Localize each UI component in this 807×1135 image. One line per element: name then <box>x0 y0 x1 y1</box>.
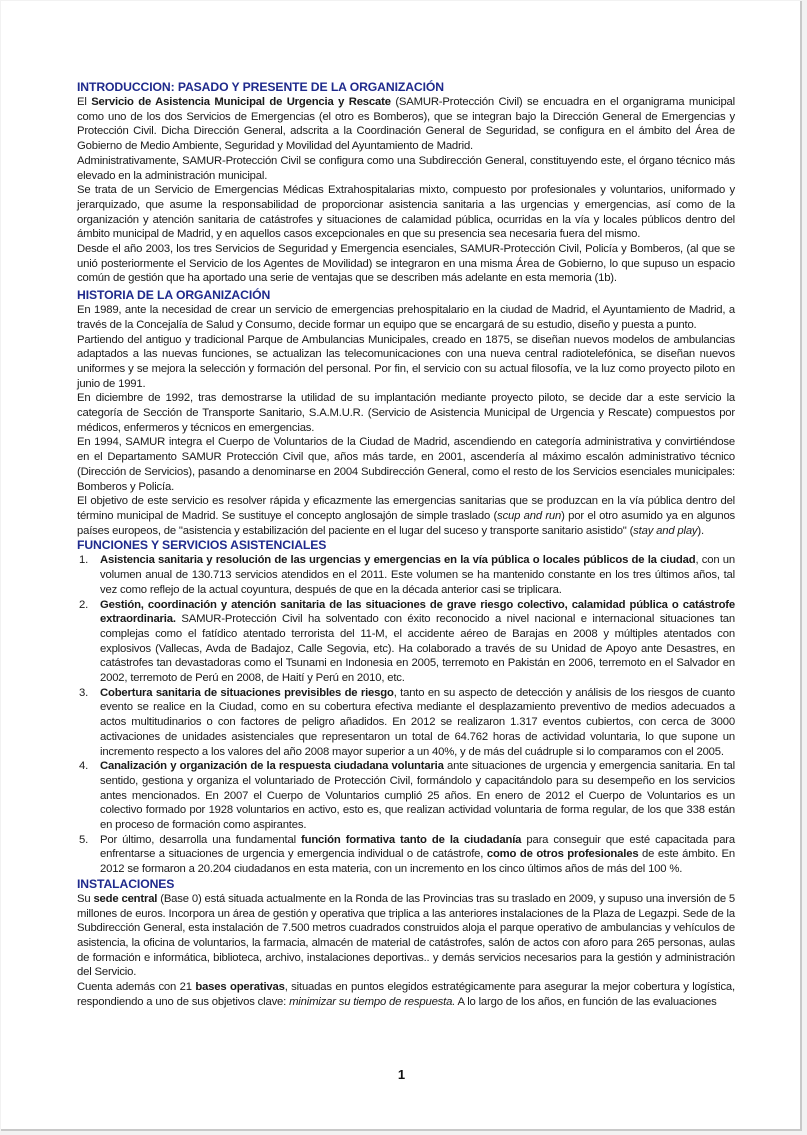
history-p5-italic-1: scup and run <box>497 509 562 522</box>
intro-p1-bold: Servicio de Asistencia Municipal de Urgencia y Rescate <box>91 96 391 108</box>
history-paragraph-4: En 1994, SAMUR integra el Cuerpo de Voluntarios de la Ciudad de Madrid, ascendiendo en categoría administrativa y convirtiéndose en el Departamento SAMUR Protección Civil que, años más tarde, en 2001, ascendería al máximo escalón administrativo técnico (Dirección de Servicios), pasando a denominarse en 2004 Subdirección General, como el resto de los Servicios esenciales municipales: Bomberos y Policía. <box>77 436 735 493</box>
facilities-p1-text-a: Su <box>77 892 94 905</box>
section-heading-history: HISTORIA DE LA ORGANIZACIÓN <box>77 288 271 303</box>
facilities-p2-text-a: Cuenta además con 21 <box>77 981 196 994</box>
list-item-number: 4. <box>79 760 89 773</box>
list-item-number: 2. <box>79 598 89 611</box>
facilities-p1-bold: sede central <box>93 892 158 905</box>
list-item-text: ante situaciones de urgencia y emergencia sanitaria. En tal sentido, gestiona y organiza el voluntariado de Protección Civil, formándolo y capacitándolo para su desempeño en los servicios antes mencionados. En 2007 el Cuerpo de Voluntarios cumplió 25 años. En enero de 2012 el Cuerpo de Voluntarios es un colectivo formado por 1928 voluntarios en activo, esto es, que realizan actividad voluntaria de forma regular, de los que 338 están en proceso de formación como aspirantes. <box>100 760 735 832</box>
facilities-paragraph-2 <box>77 980 735 1009</box>
functions-list-item <box>77 598 735 686</box>
list-item-bold: función formativa tanto de la ciudadanía <box>301 833 522 846</box>
document-page <box>1 1 802 1131</box>
intro-paragraph-2: Administrativamente, SAMUR-Protección Civil se configura como una Subdirección General, constituyendo este, el órgano técnico más elevado en la administración municipal. <box>77 154 735 182</box>
page-number: 1 <box>397 1067 406 1082</box>
facilities-p1-text-c: (Base 0) está situada actualmente en la Ronda de las Provincias tras su traslado en 2009, y supuso una inversión de 5 millones de euros. Incorpora un área de gestión y operativa que triplica a las anteriores instalaciones de la Plaza de Legazpi. Sede de la Subdirección General, esta instalación de 7.500 metros cuadrados construidos aloja el parque operativo de ambulancias y vehículos de asistencia, la oficina de voluntarios, la farmacia, almacén de material de catástrofes, salón de actos con aforo para 265 personas, aulas de formación e informática, biblioteca, archivo, instalaciones deportivas.. y demás servicios necesarios para la gestión y administración del Servicio. <box>77 892 736 979</box>
functions-list-item <box>77 553 735 597</box>
list-item-bold: Cobertura sanitaria de situaciones previsibles de riesgo <box>100 686 394 699</box>
list-item-text: SAMUR-Protección Civil ha solventado con éxito reconocido a nivel nacional e internacional situaciones tan complejas como el fatídico atentado terrorista del 11-M, el accidente aéreo de Barajas en 2008 y múltiples atentados con explosivos (Vallecas, Avda de Badajoz, Calle Segovia, etc). Ha colaborado a través de su Unidad de Apoyo ante Desastres, en catástrofes tan devastadoras como el Tsunami en Indonesia en 2005, terremoto en Pakistán en 2006, terremoto en el Salvador en 2002, terremoto de Perú en 2008, de Haití y Perú en 2010, etc. <box>100 613 735 685</box>
history-paragraph-5 <box>77 494 735 538</box>
functions-list-item <box>77 833 735 877</box>
facilities-p2-text-e: A lo largo de los años, en función de las evaluaciones <box>455 995 717 1008</box>
functions-list-item <box>77 686 735 760</box>
history-p5-italic-2: stay and play <box>633 524 698 537</box>
list-item-number: 3. <box>79 686 89 699</box>
history-p5-text-a: El objetivo de este servicio es resolver rápida y eficazmente las emergencias sanitarias que se produzcan en la vía pública dentro del término municipal de Madrid. Se sustituye el concepto anglosajón de simple traslado ( <box>77 495 735 522</box>
history-paragraph-2: Partiendo del antiguo y tradicional Parque de Ambulancias Municipales, creado en 1875, se diseñan nuevos modelos de ambulancias adaptados a las nuevas funciones, se actualizan las telecomunicaciones con una nueva central radiotelefónica, se diseñan nuevos uniformes y se mejora la selección y formación del personal. Por fin, el servicio con su actual filosofía, ve la luz como proyecto piloto en junio de 1991. <box>77 333 735 390</box>
functions-list-item <box>77 759 735 833</box>
section-heading-intro: INTRODUCCION: PASADO Y PRESENTE DE LA ORGANIZACIÓN <box>77 80 444 94</box>
list-item-text: Por último, desarrolla una fundamental <box>100 833 302 846</box>
intro-p1-text-a: El <box>77 96 92 108</box>
facilities-p2-text-c: , situadas en puntos elegidos estratégicamente para asegurar la mejor cobertura y logística, respondiendo a uno de sus objetivos clave: <box>77 981 735 1008</box>
section-heading-functions: FUNCIONES Y SERVICIOS ASISTENCIALES <box>77 538 327 553</box>
intro-paragraph-1 <box>77 95 735 154</box>
history-p5-text-e: ). <box>697 524 704 537</box>
intro-p1-text-c: (SAMUR-Protección Civil) se encuadra en el organigrama municipal como uno de los dos Servicios de Emergencias (el otro es Bomberos), que se integran bajo la Dirección General de Emergencias y Protección Civil. Dicha Dirección General, adscrita a la Coordinación General de Seguridad, se configura en el ámbito del Área de Gobierno de Medio Ambiente, Seguridad y Movilidad del Ayuntamiento de Madrid. <box>77 96 735 153</box>
list-item-text: , tanto en su aspecto de detección y análisis de los riesgos de cuanto evento se realice en la Ciudad, como en su cobertura efectiva mediante el desplazamiento preventivo de medios adecuados a actos multitudinarios o con factores de peligro añadidos. En 2012 se realizaron 1.317 eventos cubiertos, con cerca de 3000 activaciones de unidades asistenciales que representaron un total de 64.762 horas de actividad voluntaria, lo que supone un incremento respecto a los valores del año 2008 mayor superior a un 40%, y de más del cuádruple si lo comparamos con el 2005. <box>100 686 735 758</box>
list-item-text: para conseguir que esté capacitada para enfrentarse a situaciones de urgencia y emergencia individual o de catástrofe, <box>100 833 735 861</box>
intro-paragraph-3: Se trata de un Servicio de Emergencias Médicas Extrahospitalarias mixto, compuesto por profesionales y voluntarios, uniformado y jerarquizado, que asume la responsabilidad de proporcionar asistencia sanitaria a las urgencias y emergencias, así como de la organización y atención sanitaria de catástrofes y situaciones de calamidad pública, ocurridas en la vía y locales públicos dentro del ámbito municipal de Madrid, y en aquellos casos excepcionales en que su presencia sea necesaria fuera del mismo. <box>77 184 735 241</box>
section-heading-facilities: INSTALACIONES <box>77 876 175 891</box>
list-item-bold: Gestión, coordinación y atención sanitaria de las situaciones de grave riesgo colectivo, calamidad pública o catástrofe extraordinaria. <box>100 598 735 626</box>
list-item-bold: como de otros profesionales <box>486 848 639 861</box>
list-item-number: 5. <box>79 833 89 846</box>
history-paragraph-3: En diciembre de 1992, tras demostrarse la utilidad de su implantación mediante proyecto piloto, se decide dar a este servicio la categoría de Sección de Transporte Sanitario, S.A.M.U.R. (Servicio de Asistencia Municipal de Urgencia y Rescate) compuestos por médicos, enfermeros y técnicos en emergencias. <box>77 392 735 434</box>
history-paragraph-1: En 1989, ante la necesidad de crear un servicio de emergencias prehospitalario en la ciudad de Madrid, el Ayuntamiento de Madrid, a través de la Concejalía de Salud y Consumo, decide formar un equipo que se encargará de su estudio, diseño y puesta a punto. <box>77 304 735 331</box>
facilities-paragraph-1 <box>77 892 735 980</box>
facilities-p2-bold: bases operativas <box>195 981 285 994</box>
list-item-text: , con un volumen anual de 130.713 servicios atendidos en el 2011. Este volumen se ha mantenido constante en los tres últimos años, tal vez como reflejo de la actual coyuntura, después de que en la década anterior casi se triplicara. <box>100 554 735 596</box>
page-content <box>77 80 735 1009</box>
history-p5-text-c: ) por el otro asumido ya en algunos países europeos, de "asistencia y estabilización del paciente en el lugar del suceso y transporte sanitario asistido" ( <box>77 509 736 537</box>
list-item-bold: Canalización y organización de la respuesta ciudadana voluntaria <box>100 760 444 773</box>
list-item-number: 1. <box>79 554 89 567</box>
functions-list <box>77 553 735 876</box>
list-item-bold: Asistencia sanitaria y resolución de las urgencias y emergencias en la vía pública o locales públicos de la ciudad <box>100 554 696 567</box>
list-item-text: de este ámbito. En 2012 se formaron a 20.204 ciudadanos en esta materia, con un incremento en los cinco últimos años de más del 100 %. <box>100 848 736 876</box>
intro-paragraph-4: Desde el año 2003, los tres Servicios de Seguridad y Emergencia esenciales, SAMUR-Protección Civil, Policía y Bomberos, (al que se unió posteriormente el Servicio de los Agentes de Movilidad) se integraron en una misma Área de Gobierno, lo que supuso un espacio común de gestión que ha aportado una serie de ventajas que se describen más adelante en esta memoria (1b). <box>77 243 735 285</box>
facilities-p2-italic: minimizar su tiempo de respuesta. <box>289 995 456 1008</box>
